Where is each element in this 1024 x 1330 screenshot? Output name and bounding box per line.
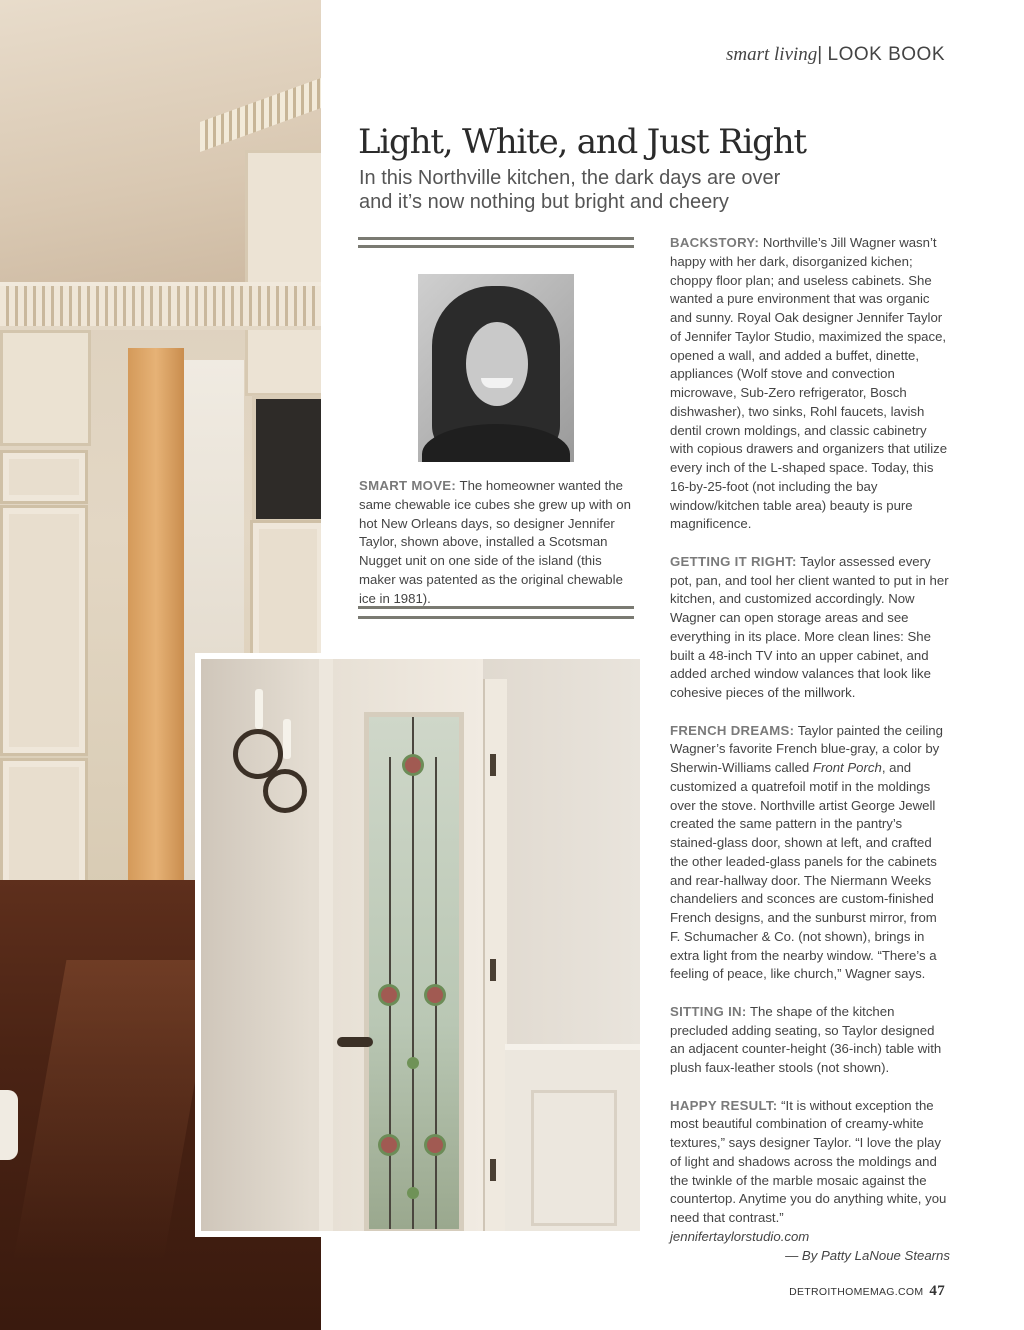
paint-color-name: Front Porch [812,760,882,775]
hinge-top [490,754,496,776]
article-title: Light, White, and Just Right [358,122,806,162]
dentil-crown-molding [0,282,321,330]
running-header [726,44,945,66]
header-separator: | [817,44,823,65]
hinge-bottom [490,1159,496,1181]
upper-cabinet [245,150,321,396]
folio-site[interactable]: DETROITHOMEMAG.COM [789,1286,924,1298]
header-brand: smart living [725,44,818,65]
french-dreams-text-a: Taylor painted the ceiling Wagner’s favorite French blue-gray, a color by Sherwin-Williams called [670,722,943,775]
built-in-tv [252,395,321,523]
french-dreams-text-b: , and customized a quatrefoil motif in the moldings over the stove. Northville artist George Jewell created the same pattern in the pantry’s stained-glass door, shown at left, and crafted the other leaded-glass panels for the cabinets and rear-hallway door. The Niermann Weeks chandeliers and sconces are custom-finished French designs, and the sunburst mirror, from F. Schumacher & Co. (not shown), brings in extra light from the nearby window. “There’s a feeling of peace, like church,” Wagner says. [670,760,937,982]
wood-door-casing [128,348,184,893]
rule-bottom-1 [358,606,634,609]
door-lever [337,1037,373,1047]
happy-result-paragraph [670,1097,950,1247]
backstory-lead: BACKSTORY: [670,235,760,250]
backstory-paragraph [670,234,950,534]
upper-cabinet-left [0,330,91,446]
french-dreams-paragraph [670,722,950,985]
french-dreams-lead: FRENCH DREAMS: [670,722,795,738]
stained-glass-panel [364,712,464,1231]
wainscot-panel [505,1044,640,1231]
article-body [670,234,950,1265]
sidebar-text: The homeowner wanted the same chewable ice cubes she grew up with on hot New Orleans days, so designer Jennifer Taylor, shown above, installed a Scotsman Nugget unit on one side of the island (this maker was patented as the original chewable ice in 1981). [359,478,631,606]
sidebar-lead: SMART MOVE: [359,478,457,493]
designer-url[interactable]: jennifertaylorstudio.com [670,1228,810,1244]
rule-bottom-2 [358,616,634,619]
page-folio [789,1283,945,1300]
rule-top-1 [358,237,634,240]
sitting-in-lead: SITTING IN: [670,1003,747,1019]
stained-glass-door-photo [195,653,646,1237]
hinge-middle [490,959,496,981]
happy-result-lead: HAPPY RESULT: [670,1097,778,1113]
getting-it-right-paragraph [670,553,950,703]
sitting-in-paragraph [670,1003,950,1078]
cabinet-panel [0,505,88,756]
rule-top-2 [358,245,634,248]
backstory-text: Northville’s Jill Wagner wasn’t happy with her dark, disorganized kichen; choppy floor plan; and useless cabinets. She wanted a pure environment that was organic and sunny. Royal Oak designer Jennifer Taylor of Jennifer Taylor Studio, maximized the space, opened a wall, and added a buffet, dinette, appliances (Wolf stove and convection microwave, Sub-Zero refrigerator, Bosch dishwasher), two sinks, Rohl faucets, lavish dentil crown moldings, and classic cabinetry with copious drawers and organizers that utilize every inch of the L-shaped space. Today, this 16-by-25-foot (not including the bay window/kitchen table area) beauty is pure magnificence. [670,235,948,532]
getting-it-right-lead: GETTING IT RIGHT: [670,553,797,569]
header-section: LOOK BOOK [827,44,945,65]
article-dek: In this Northville kitchen, the dark days are over and it’s now nothing but bright and cheery [359,167,781,213]
cabinet-panel-lower [0,758,88,889]
happy-result-text: “It is without exception the most beautiful combination of creamy-white textures,” says designer Taylor. “I love the play of light and shadows across the moldings and the twinkle of the marble mosaic against the countertop. Anytime you do anything white, you need that contrast.” [670,1097,947,1225]
byline: — By Patty LaNoue Stearns [785,1247,950,1263]
wall-sconce [213,689,293,819]
designer-portrait [418,274,574,462]
sitting-in-text: The shape of the kitchen precluded adding seating, so Taylor designed an adjacent counter-height (36-inch) table with plush faux-leather stools (not shown). [670,1003,942,1075]
page-number: 47 [929,1283,945,1299]
island-corner [0,1090,18,1160]
cabinet-drawer [0,450,88,504]
smart-move-sidebar [359,477,631,609]
getting-it-right-text: Taylor assessed every pot, pan, and tool her client wanted to put in her kitchen, and customized accordingly. Now Wagner can open storage areas and see everything in its place. More clean lines: She built a 48-inch TV into an upper cabinet, and added arched window valances that look like cohesive pieces of the millwork. [670,553,949,700]
